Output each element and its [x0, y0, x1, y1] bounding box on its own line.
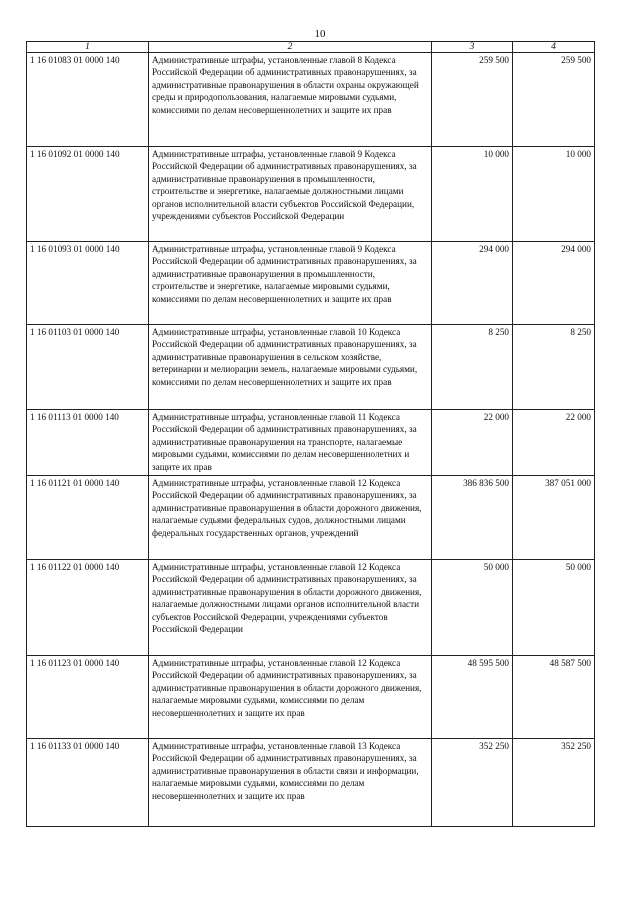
amount-cell-col4: 50 000 [513, 560, 595, 656]
amount-cell-col4: 387 051 000 [513, 476, 595, 560]
budget-code-cell: 1 16 01113 01 0000 140 [27, 410, 149, 476]
amount-cell-col3: 294 000 [432, 242, 513, 325]
budget-code-cell: 1 16 01122 01 0000 140 [27, 560, 149, 656]
amount-cell-col4: 294 000 [513, 242, 595, 325]
amount-cell-col4: 48 587 500 [513, 656, 595, 739]
amount-cell-col3: 386 836 500 [432, 476, 513, 560]
budget-code-cell: 1 16 01133 01 0000 140 [27, 739, 149, 827]
description-cell: Административные штрафы, установленные главой 10 Кодекса Российской Федерации об административных правонарушениях, за административные правонарушения в сельском хозяйстве, ветеринарии и мелиорации земель, налагаемые мировыми судьями, комиссиями по делам несовершеннолетних и защите их прав [149, 325, 432, 410]
amount-cell-col3: 352 250 [432, 739, 513, 827]
page-number: 10 [314, 28, 326, 40]
amount-cell-col4: 8 250 [513, 325, 595, 410]
table-row [27, 476, 595, 560]
table-row [27, 739, 595, 827]
budget-code-cell: 1 16 01123 01 0000 140 [27, 656, 149, 739]
amount-cell-col3: 8 250 [432, 325, 513, 410]
column-number-row [27, 42, 595, 53]
description-cell: Административные штрафы, установленные главой 9 Кодекса Российской Федерации об административных правонарушениях, за административные правонарушения в промышленности, строительстве и энергетике, налагаемые должностными лицами органов исполнительной власти субъектов Российской Федерации, учреждениями субъектов Российской Федерации [149, 147, 432, 242]
description-cell: Административные штрафы, установленные главой 11 Кодекса Российской Федерации об административных правонарушениях, за административные правонарушения на транспорте, налагаемые мировыми судьями, комиссиями по делам несовершеннолетних и защите их прав [149, 410, 432, 476]
description-cell: Административные штрафы, установленные главой 12 Кодекса Российской Федерации об административных правонарушениях, за административные правонарушения в области дорожного движения, налагаемые судьями федеральных судов, должностными лицами федеральных государственных органов, учреждений [149, 476, 432, 560]
amount-cell-col4: 22 000 [513, 410, 595, 476]
amount-cell-col3: 50 000 [432, 560, 513, 656]
column-header-4: 4 [513, 42, 595, 53]
table-row [27, 325, 595, 410]
description-cell: Административные штрафы, установленные главой 12 Кодекса Российской Федерации об административных правонарушениях, за административные правонарушения в области дорожного движения, налагаемые мировыми судьями, комиссиями по делам несовершеннолетних и защите их прав [149, 656, 432, 739]
column-header-3: 3 [432, 42, 513, 53]
table-row [27, 147, 595, 242]
table-row [27, 53, 595, 147]
amount-cell-col3: 10 000 [432, 147, 513, 242]
amount-cell-col3: 259 500 [432, 53, 513, 147]
amount-cell-col3: 48 595 500 [432, 656, 513, 739]
table-row [27, 656, 595, 739]
description-cell: Административные штрафы, установленные главой 9 Кодекса Российской Федерации об административных правонарушениях, за административные правонарушения в промышленности, строительстве и энергетике, налагаемые мировыми судьями, комиссиями по делам несовершеннолетних и защите их прав [149, 242, 432, 325]
budget-code-cell: 1 16 01083 01 0000 140 [27, 53, 149, 147]
budget-code-cell: 1 16 01121 01 0000 140 [27, 476, 149, 560]
amount-cell-col3: 22 000 [432, 410, 513, 476]
description-cell: Административные штрафы, установленные главой 12 Кодекса Российской Федерации об административных правонарушениях, за административные правонарушения в области дорожного движения, налагаемые должностными лицами органов исполнительной власти субъектов Российской Федерации, учреждениями субъектов Российской Федерации [149, 560, 432, 656]
budget-code-cell: 1 16 01103 01 0000 140 [27, 325, 149, 410]
table-row [27, 560, 595, 656]
table-row [27, 242, 595, 325]
budget-code-cell: 1 16 01092 01 0000 140 [27, 147, 149, 242]
column-header-2: 2 [149, 42, 432, 53]
description-cell: Административные штрафы, установленные главой 8 Кодекса Российской Федерации об административных правонарушениях, за административные правонарушения в области охраны окружающей среды и природопользования, налагаемые мировыми судьями, комиссиями по делам несовершеннолетних и защите их прав [149, 53, 432, 147]
revenue-table [26, 41, 595, 827]
amount-cell-col4: 259 500 [513, 53, 595, 147]
description-cell: Административные штрафы, установленные главой 13 Кодекса Российской Федерации об административных правонарушениях, за административные правонарушения в области связи и информации, налагаемые мировыми судьями, комиссиями по делам несовершеннолетних и защите их прав [149, 739, 432, 827]
column-header-1: 1 [27, 42, 149, 53]
budget-code-cell: 1 16 01093 01 0000 140 [27, 242, 149, 325]
table-row [27, 410, 595, 476]
amount-cell-col4: 352 250 [513, 739, 595, 827]
amount-cell-col4: 10 000 [513, 147, 595, 242]
